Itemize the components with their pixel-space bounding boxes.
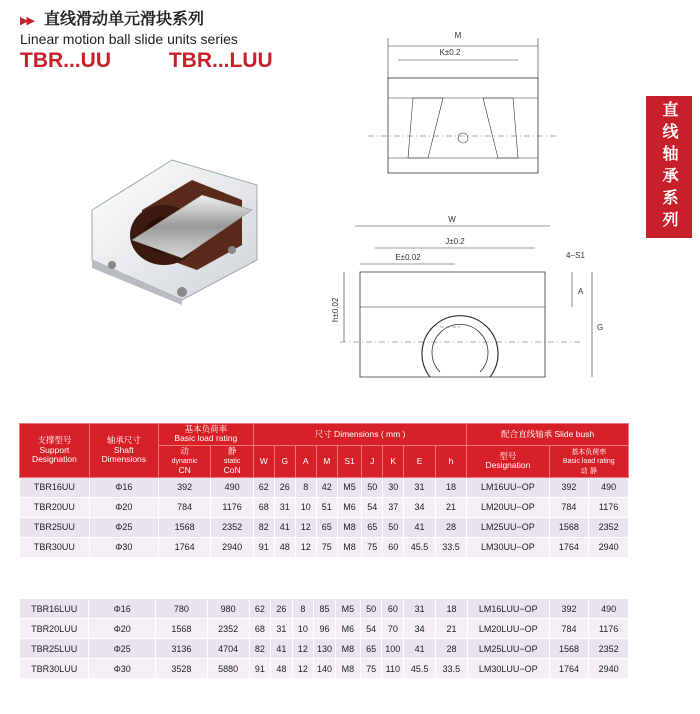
table-cell: 33.5 bbox=[436, 659, 468, 679]
table-cell: 34 bbox=[404, 497, 436, 517]
table-cell: 75 bbox=[360, 659, 382, 679]
table-cell: M6 bbox=[337, 497, 362, 517]
table-cell: TBR25UU bbox=[20, 517, 90, 537]
table-cell: 26 bbox=[271, 599, 293, 619]
table-cell: 65 bbox=[360, 639, 382, 659]
model-luu: TBR...LUU bbox=[168, 49, 273, 72]
table-cell: 980 bbox=[207, 599, 249, 619]
table-cell: 12 bbox=[292, 659, 314, 679]
table-cell: 12 bbox=[292, 639, 314, 659]
col-g: G bbox=[274, 445, 295, 477]
table-cell: 3136 bbox=[156, 639, 208, 659]
catalog-header bbox=[20, 6, 340, 73]
table-cell: 68 bbox=[253, 497, 274, 517]
col-s1: S1 bbox=[337, 445, 362, 477]
table-cell: Φ16 bbox=[89, 477, 158, 497]
table-cell: 392 bbox=[158, 477, 211, 497]
table-cell: Φ16 bbox=[89, 599, 156, 619]
table-cell: LM25UU−OP bbox=[467, 517, 549, 537]
table-cell: 50 bbox=[362, 477, 383, 497]
dim-h-label: h±0.02 bbox=[331, 297, 340, 322]
table-cell: 21 bbox=[436, 619, 468, 639]
col-load: 基本负荷率 Basic load rating bbox=[158, 424, 253, 446]
table-cell: 784 bbox=[549, 619, 589, 639]
table-cell: 1764 bbox=[549, 659, 589, 679]
table-cell: Φ30 bbox=[89, 537, 158, 557]
col-support: 支撑型号 Support Designation bbox=[20, 424, 90, 478]
table-cell: 31 bbox=[404, 599, 436, 619]
model-uu: TBR...UU bbox=[20, 49, 111, 72]
col-a: A bbox=[295, 445, 316, 477]
table-cell: 51 bbox=[316, 497, 337, 517]
table-cell: TBR20UU bbox=[20, 497, 90, 517]
table-cell: 96 bbox=[314, 619, 336, 639]
table-cell: LM20UU−OP bbox=[467, 497, 549, 517]
table-cell: 31 bbox=[274, 497, 295, 517]
table-cell: 42 bbox=[316, 477, 337, 497]
table-cell: M8 bbox=[337, 517, 362, 537]
table-cell: 490 bbox=[211, 477, 253, 497]
table-cell: 48 bbox=[271, 659, 293, 679]
table-cell: 60 bbox=[382, 599, 404, 619]
table-cell: 28 bbox=[436, 639, 468, 659]
table-row bbox=[20, 619, 629, 639]
table-cell: TBR30UU bbox=[20, 537, 90, 557]
table-cell: 392 bbox=[549, 477, 589, 497]
table-cell: LM20LUU−OP bbox=[467, 619, 549, 639]
table-cell: 62 bbox=[249, 599, 271, 619]
table-cell: 4704 bbox=[207, 639, 249, 659]
table-cell: 34 bbox=[404, 619, 436, 639]
table-cell: 100 bbox=[382, 639, 404, 659]
table-cell: 54 bbox=[360, 619, 382, 639]
table-cell: 31 bbox=[404, 477, 436, 497]
table-cell: 8 bbox=[292, 599, 314, 619]
table-cell: 48 bbox=[274, 537, 295, 557]
table-cell: 82 bbox=[253, 517, 274, 537]
table-cell: 784 bbox=[158, 497, 211, 517]
table-cell: TBR16LUU bbox=[20, 599, 89, 619]
table-cell: LM25LUU−OP bbox=[467, 639, 549, 659]
table-cell: 50 bbox=[383, 517, 404, 537]
table-cell: 2352 bbox=[589, 639, 629, 659]
table-cell: 3528 bbox=[156, 659, 208, 679]
table-cell: 1176 bbox=[589, 619, 629, 639]
table-cell: Φ30 bbox=[89, 659, 156, 679]
table-body-luu bbox=[20, 599, 629, 679]
dim-w-label: W bbox=[448, 215, 456, 224]
table-cell: M8 bbox=[337, 537, 362, 557]
table-cell: 2352 bbox=[211, 517, 253, 537]
table-cell: Φ20 bbox=[89, 497, 158, 517]
table-cell: 45.5 bbox=[404, 659, 436, 679]
table-cell: 31 bbox=[271, 619, 293, 639]
col-h: h bbox=[435, 445, 467, 477]
table-cell: Φ25 bbox=[89, 517, 158, 537]
table-cell: 2352 bbox=[207, 619, 249, 639]
table-cell: 65 bbox=[316, 517, 337, 537]
table-cell: 12 bbox=[295, 537, 316, 557]
title-chinese: 直线滑动单元滑块系列 bbox=[44, 9, 205, 28]
table-cell: 1568 bbox=[549, 517, 589, 537]
table-cell: 54 bbox=[362, 497, 383, 517]
table-cell: 50 bbox=[360, 599, 382, 619]
table-row bbox=[20, 497, 629, 517]
table-cell: 26 bbox=[274, 477, 295, 497]
table-cell: 60 bbox=[383, 537, 404, 557]
table-cell: M6 bbox=[335, 619, 360, 639]
table-cell: TBR25LUU bbox=[20, 639, 89, 659]
table-cell: M8 bbox=[335, 659, 360, 679]
table-cell: 2940 bbox=[589, 659, 629, 679]
dim-k-label: K±0.2 bbox=[439, 48, 461, 57]
dim-s1-label: 4−S1 bbox=[566, 251, 585, 260]
category-side-tab: 直线轴承系列 bbox=[646, 96, 692, 238]
table-cell: 18 bbox=[436, 599, 468, 619]
table-cell: M5 bbox=[337, 477, 362, 497]
table-cell: 1568 bbox=[156, 619, 208, 639]
table-cell: 2352 bbox=[589, 517, 629, 537]
col-w: W bbox=[253, 445, 274, 477]
col-m: M bbox=[316, 445, 337, 477]
col-dynamic: 动 dynamic CN bbox=[158, 445, 211, 477]
table-cell: 37 bbox=[383, 497, 404, 517]
slide-unit-photo bbox=[82, 140, 272, 305]
dim-a-label: A bbox=[578, 287, 584, 296]
table-cell: LM16LUU−OP bbox=[467, 599, 549, 619]
arrow-bullet-icon: ▶▶ bbox=[20, 14, 33, 27]
table-cell: 12 bbox=[295, 517, 316, 537]
dim-m-label: M bbox=[454, 31, 462, 40]
table-cell: LM16UU−OP bbox=[467, 477, 549, 497]
table-cell: 130 bbox=[314, 639, 336, 659]
table-row bbox=[20, 659, 629, 679]
table-cell: 85 bbox=[314, 599, 336, 619]
table-cell: 41 bbox=[404, 639, 436, 659]
dim-g-label: G bbox=[597, 323, 604, 332]
table-cell: LM30UU−OP bbox=[467, 537, 549, 557]
table-cell: 70 bbox=[382, 619, 404, 639]
table-cell: 1764 bbox=[549, 537, 589, 557]
spec-table-uu bbox=[19, 423, 629, 558]
col-shaft: 轴承尺寸 Shaft Dimensions bbox=[89, 424, 158, 478]
dim-e-label: E±0.02 bbox=[395, 253, 421, 262]
table-cell: 41 bbox=[274, 517, 295, 537]
table-row bbox=[20, 517, 629, 537]
table-cell: 10 bbox=[295, 497, 316, 517]
table-row bbox=[20, 537, 629, 557]
table-cell: 110 bbox=[382, 659, 404, 679]
table-cell: 784 bbox=[549, 497, 589, 517]
col-slide-bush: 配合直线轴承 Slide bush bbox=[467, 424, 629, 446]
col-bush-designation: 型号 Designation bbox=[467, 445, 549, 477]
table-cell: 30 bbox=[383, 477, 404, 497]
table-cell: 62 bbox=[253, 477, 274, 497]
table-cell: TBR30LUU bbox=[20, 659, 89, 679]
table-cell: 392 bbox=[549, 599, 589, 619]
table-row bbox=[20, 477, 629, 497]
table-cell: 41 bbox=[271, 639, 293, 659]
table-cell: 45.5 bbox=[404, 537, 436, 557]
dim-j-label: J±0.2 bbox=[445, 237, 465, 246]
table-cell: Φ25 bbox=[89, 639, 156, 659]
model-series bbox=[20, 49, 340, 73]
table-cell: TBR20LUU bbox=[20, 619, 89, 639]
table-cell: 490 bbox=[589, 477, 629, 497]
table-cell: 2940 bbox=[211, 537, 253, 557]
table-cell: 1176 bbox=[589, 497, 629, 517]
front-view-drawing bbox=[330, 212, 630, 392]
table-cell: M8 bbox=[335, 639, 360, 659]
table-cell: 75 bbox=[316, 537, 337, 557]
table-cell: 1176 bbox=[211, 497, 253, 517]
table-cell: 1764 bbox=[158, 537, 211, 557]
table-cell: 2940 bbox=[589, 537, 629, 557]
col-static: 静 static CoN bbox=[211, 445, 253, 477]
table-cell: 33.5 bbox=[435, 537, 467, 557]
table-cell: Φ20 bbox=[89, 619, 156, 639]
col-k: K bbox=[383, 445, 404, 477]
table-cell: 75 bbox=[362, 537, 383, 557]
table-row bbox=[20, 639, 629, 659]
col-e: E bbox=[404, 445, 436, 477]
title-english: Linear motion ball slide units series bbox=[20, 31, 238, 47]
table-row bbox=[20, 599, 629, 619]
table-cell: 1568 bbox=[158, 517, 211, 537]
table-cell: 1568 bbox=[549, 639, 589, 659]
table-cell: 10 bbox=[292, 619, 314, 639]
table-cell: TBR16UU bbox=[20, 477, 90, 497]
table-cell: 91 bbox=[253, 537, 274, 557]
spec-table-luu bbox=[19, 598, 629, 679]
top-view-drawing bbox=[338, 18, 578, 188]
table-cell: 8 bbox=[295, 477, 316, 497]
table-cell: 490 bbox=[589, 599, 629, 619]
col-j: J bbox=[362, 445, 383, 477]
table-cell: 140 bbox=[314, 659, 336, 679]
table-cell: LM30LUU−OP bbox=[467, 659, 549, 679]
col-bush-load: 基本负荷率 Basic load rating 动 静 bbox=[549, 445, 628, 477]
table-cell: 68 bbox=[249, 619, 271, 639]
table-cell: M5 bbox=[335, 599, 360, 619]
table-body-uu bbox=[20, 477, 629, 557]
col-dimensions: 尺寸 Dimensions ( mm ) bbox=[253, 424, 467, 446]
table-cell: 41 bbox=[404, 517, 436, 537]
table-cell: 82 bbox=[249, 639, 271, 659]
table-cell: 5880 bbox=[207, 659, 249, 679]
table-cell: 91 bbox=[249, 659, 271, 679]
table-cell: 21 bbox=[435, 497, 467, 517]
table-cell: 18 bbox=[435, 477, 467, 497]
table-cell: 780 bbox=[156, 599, 208, 619]
table-cell: 28 bbox=[435, 517, 467, 537]
table-cell: 65 bbox=[362, 517, 383, 537]
